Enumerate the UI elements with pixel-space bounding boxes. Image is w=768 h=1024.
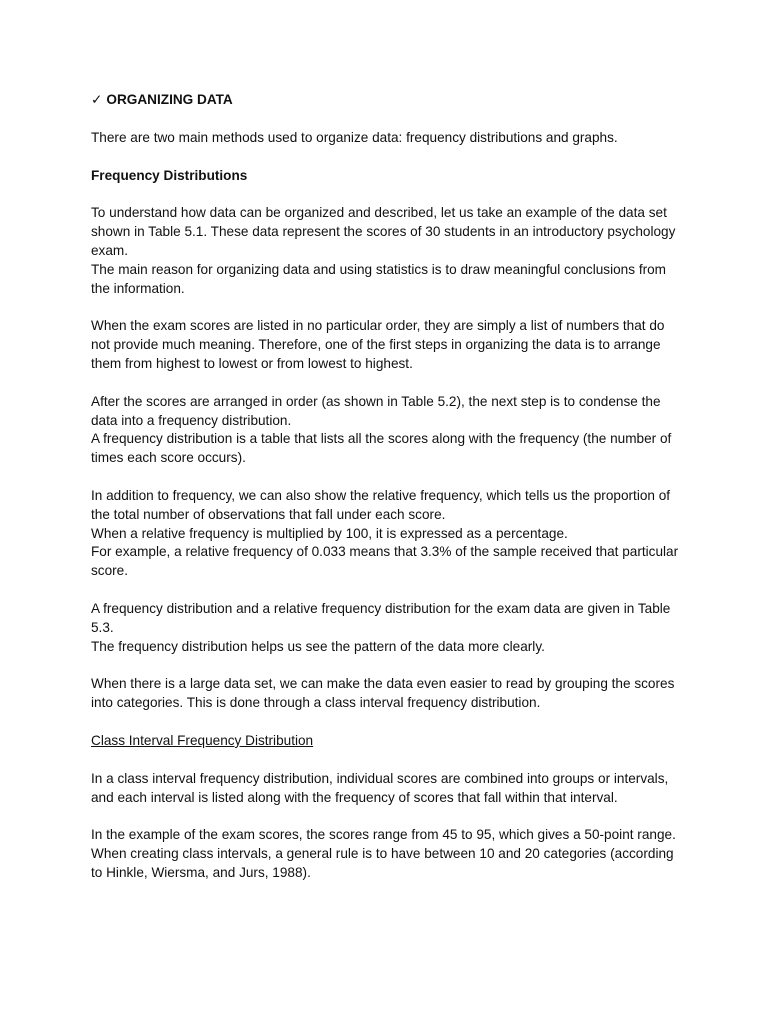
paragraph-line: For example, a relative frequency of 0.033 means that 3.3% of the sample received that particular score. [91, 544, 679, 579]
paragraph [91, 317, 681, 373]
paragraph [91, 600, 681, 656]
intro-text: There are two main methods used to organize data: frequency distributions and graphs. [91, 129, 618, 145]
paragraph-line: In a class interval frequency distribution, individual scores are combined into groups or intervals, and each interval is listed along with the frequency of scores that fall within that interval. [91, 770, 669, 805]
heading-title: ORGANIZING DATA [106, 92, 233, 107]
section-heading [91, 91, 681, 110]
subsection-title-class-interval: Class Interval Frequency Distribution [91, 732, 314, 748]
paragraph [91, 487, 681, 581]
paragraph [91, 770, 681, 808]
paragraph-line: In the example of the exam scores, the scores range from 45 to 95, which gives a 50-point range. [91, 827, 676, 843]
paragraph [91, 826, 681, 882]
paragraph-line: To understand how data can be organized and described, let us take an example of the data set shown in Table 5.1. These data represent the scores of 30 students in an introductory psychology exam. [91, 205, 676, 258]
subsection-title-frequency-distributions: Frequency Distributions [91, 167, 248, 183]
paragraph [91, 675, 681, 713]
document-page [91, 91, 681, 902]
paragraph-line: A frequency distribution is a table that lists all the scores along with the frequency (the number of times each score occurs). [91, 431, 672, 466]
paragraph-line: After the scores are arranged in order (as shown in Table 5.2), the next step is to condense the data into a frequency distribution. [91, 393, 661, 428]
intro-paragraph [91, 129, 681, 148]
paragraph-line: When there is a large data set, we can make the data even easier to read by grouping the scores into categories. This is done through a class interval frequency distribution. [91, 676, 675, 711]
paragraph [91, 204, 681, 298]
paragraph-line: When the exam scores are listed in no particular order, they are simply a list of numbers that do not provide much meaning. Therefore, one of the first steps in organizing the data is to arrange them from highest to lowest or from lowest to highest. [91, 318, 665, 371]
paragraph [91, 393, 681, 468]
paragraph-line: When creating class intervals, a general rule is to have between 10 and 20 categories (according to Hinkle, Wiersma, and Jurs, 1988). [91, 846, 674, 880]
paragraph-line: In addition to frequency, we can also show the relative frequency, which tells us the proportion of the total number of observations that fall under each score. [91, 487, 671, 522]
paragraph-line: When a relative frequency is multiplied by 100, it is expressed as a percentage. [91, 525, 568, 541]
checkmark-icon: ✓ [91, 92, 103, 108]
paragraph-line: A frequency distribution and a relative frequency distribution for the exam data are given in Table 5.3. [91, 600, 671, 635]
paragraph-line: The frequency distribution helps us see the pattern of the data more clearly. [91, 638, 545, 654]
paragraph-line: The main reason for organizing data and using statistics is to draw meaningful conclusions from the information. [91, 261, 667, 296]
